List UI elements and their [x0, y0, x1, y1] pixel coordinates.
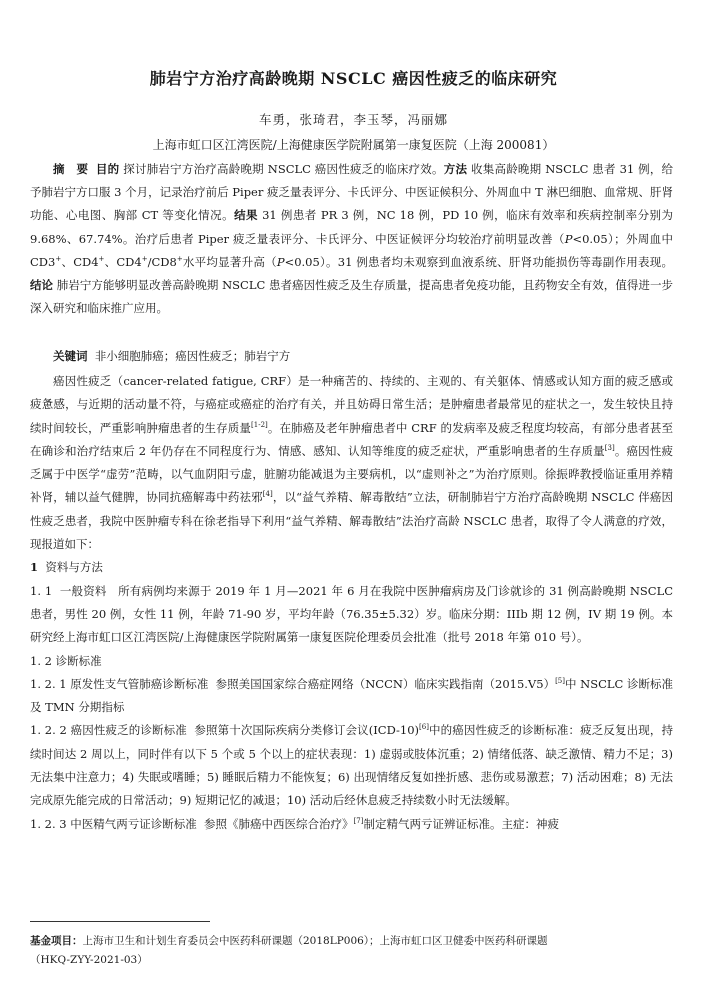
conclusion-text: 肺岩宁方能够明显改善高龄晚期 NSCLC 患者癌因性疲乏及生存质量，提高患者免疫功能，且药物安全有效，值得进一步深入研究和临床推广应用。	[30, 278, 674, 316]
objective-label: 目的	[95, 162, 120, 176]
superscript-plus: +	[141, 254, 148, 263]
subsection-title: 癌因性疲乏的诊断标准	[70, 723, 187, 738]
result-label: 结果	[234, 208, 258, 223]
main-body	[30, 370, 673, 836]
citation: [6]	[419, 723, 429, 732]
p-symbol: P	[276, 254, 285, 269]
conclusion-label: 结论	[30, 278, 54, 293]
section-number: 1	[30, 560, 39, 575]
paper-title: 肺岩宁方治疗高龄晚期 NSCLC 癌因性疲乏的临床研究	[149, 69, 558, 88]
citation: [1-2]	[251, 420, 268, 429]
citation: [3]	[604, 444, 615, 453]
subsection-title: 中医精气两亏证诊断标准	[70, 816, 197, 831]
subsection-text: 中 NSCLC 诊断标准及 TMN 分期指标	[30, 676, 674, 715]
superscript-plus: +	[176, 254, 183, 263]
subsection-1-2-3	[30, 813, 673, 836]
subsection-title: 一般资料	[59, 583, 107, 598]
citation: [4]	[262, 490, 273, 499]
keywords-label: 关键词	[53, 349, 88, 363]
p-symbol: P	[564, 231, 573, 246]
superscript-plus: +	[55, 254, 62, 263]
footnote-id: （HKQ-ZYY-2021-03）	[30, 954, 148, 966]
intro-text: ，以“益气养精、解毒散结”立法，研制肺岩宁方治疗高龄晚期 NSCLC 伴癌因性疲乏患者，我院中医肿瘤专科在徐老指导下利用“益气养精、解毒散结”法治疗高龄 NSCLC 患者，取得了令人满意的疗效，现报道如下：	[30, 490, 673, 552]
subsection-1-1	[30, 580, 673, 650]
funding-footnote	[30, 932, 673, 970]
subsection-text: 参照美国国家综合癌症网络（NCCN）临床实践指南（2015.V5）	[215, 676, 556, 691]
citation: [5]	[555, 677, 565, 686]
result-text: 、CD4	[104, 254, 142, 269]
subsection-1-2-2	[30, 719, 673, 812]
subsection-number: 1. 2	[30, 653, 52, 668]
subsection-number: 1. 2. 2	[30, 723, 67, 738]
subsection-text: 所有病例均来源于 2019 年 1 月—2021 年 6 月在我院中医肿瘤病房及门诊就诊的 31 例高龄晚期 NSCLC 患者，男性 20 例，女性 11 例，年龄 71-90 岁，平均年龄（76.35±5.32）岁。临床分期：IIIb 期 12 例，IV 期 19 例。本研究经上海市虹口区江湾医院/上海健康医学院附属第一康复医院伦理委员会批准（批号 2018 年第 010 号）。	[30, 583, 673, 645]
subsection-number: 1. 2. 1	[30, 676, 67, 691]
result-text: <0.05）。31 例患者均未观察到血液系统、肝肾功能损伤等毒副作用表现。	[284, 254, 673, 269]
subsection-title: 原发性支气管肺癌诊断标准	[70, 676, 209, 691]
affiliation: 上海市虹口区江湾医院/上海健康医学院附属第一康复医院（上海 200081）	[152, 138, 555, 152]
citation: [7]	[353, 816, 364, 825]
abstract-label: 摘 要	[53, 162, 89, 176]
subsection-number: 1. 2. 3	[30, 816, 67, 831]
method-label: 方法	[443, 162, 468, 176]
result-text: /CD8	[147, 254, 177, 269]
subsection-text: 参照《肺癌中西医综合治疗》	[204, 816, 354, 831]
keywords-paragraph	[30, 345, 673, 368]
subsection-title: 诊断标准	[55, 653, 102, 668]
intro-paragraph	[30, 370, 673, 556]
subsection-1-2	[30, 650, 673, 673]
intro-text: 。在肺癌及老年肿瘤患者中 CRF 的发病率及疲乏程度均较高，有部分患者甚至在确诊和治疗结束后 2 年仍存在不同程度行为、情感、感知、认知等维度的疲乏症状，严重影响患者的生存质量	[30, 420, 673, 458]
keywords	[30, 345, 673, 368]
objective-text: 探讨肺岩宁方治疗高龄晚期 NSCLC 癌因性疲乏的临床疗效。	[123, 162, 444, 176]
subsection-text: 制定精气两亏证辨证标准。主症：神疲	[363, 816, 559, 831]
result-text: 水平均显著升高（	[182, 254, 277, 269]
result-text: 31 例患者 PR 3 例，NC 18 例，PD 10 例，临床有效率和疾病控制率分别为 9.68%、67.74%。治疗后患者 Piper 疲乏量表评分、卡氏评分、中医证候评分均较治疗前明显改善（	[30, 208, 674, 246]
intro-text: 。癌因性疲乏属于中医学“虚劳”范畴，以气血阴阳亏虚，脏腑功能减退为主要病机，以“虚则补之”为治疗原则。徐振晔教授临证重用养精补肾，辅以益气健脾，协同抗癌解毒中药祛邪	[30, 443, 674, 505]
abstract-paragraph	[30, 158, 673, 320]
subsection-number: 1. 1	[30, 583, 53, 598]
subsection-text: 参照第十次国际疾病分类修订会议(ICD-10)	[194, 723, 420, 738]
footnote-text: 上海市卫生和计划生育委员会中医药科研课题（2018LP006）；上海市虹口区卫健委中医药科研课题	[82, 935, 548, 947]
subsection-text: 中的癌因性疲乏的诊断标准：疲乏反复出现，持续时间达 2 周以上，同时伴有以下 5 个或 5 个以上的症状表现：1) 虚弱或肢体沉重；2) 情绪低落、缺乏激情、精力不足；3) 无法集中注意力；4) 失眠或嗜睡；5) 睡眠后精力不能恢复；6) 出现情绪反复如挫折感、悲伤或易激惹；7) 活动困难；8) 无法完成原先能完成的日常活动；9) 短期记忆的减退；10) 活动后经休息疲乏持续数小时无法缓解。	[30, 723, 674, 808]
method-text: 收集高龄晚期 NSCLC 患者 31 例，给予肺岩宁方口服 3 个月，记录治疗前后 Piper 疲乏量表评分、卡氏评分、中医证候积分、外周血中 T 淋巴细胞、血常规、肝肾功能、心电图、胸部 CT 等变化情况。	[30, 162, 674, 223]
superscript-plus: +	[98, 254, 105, 263]
result-text: 、CD4	[61, 254, 99, 269]
intro-text: 癌因性疲乏（cancer-related fatigue, CRF）是一种痛苦的、持续的、主观的、有关躯体、情感或认知方面的疲乏感或疲惫感，与近期的活动量不符，与癌症或癌症的治疗有关，并且妨碍日常生活；是肿瘤患者最常见的症状之一，发生较快且持续时间较长，严重影响肿瘤患者的生存质量	[30, 374, 673, 435]
section-heading	[30, 556, 673, 579]
keywords-text: 非小细胞肺癌；癌因性疲乏；肺岩宁方	[94, 349, 291, 363]
section-title: 资料与方法	[45, 560, 103, 575]
footnote-divider	[30, 921, 210, 922]
abstract	[30, 158, 673, 320]
footnote-label: 基金项目：	[30, 935, 83, 947]
subsection-1-2-1	[30, 673, 673, 720]
author-list: 车勇，张琦君，李玉琴，冯丽娜	[258, 112, 448, 127]
result-text: <0.05）；外周血中 CD3	[30, 231, 673, 269]
